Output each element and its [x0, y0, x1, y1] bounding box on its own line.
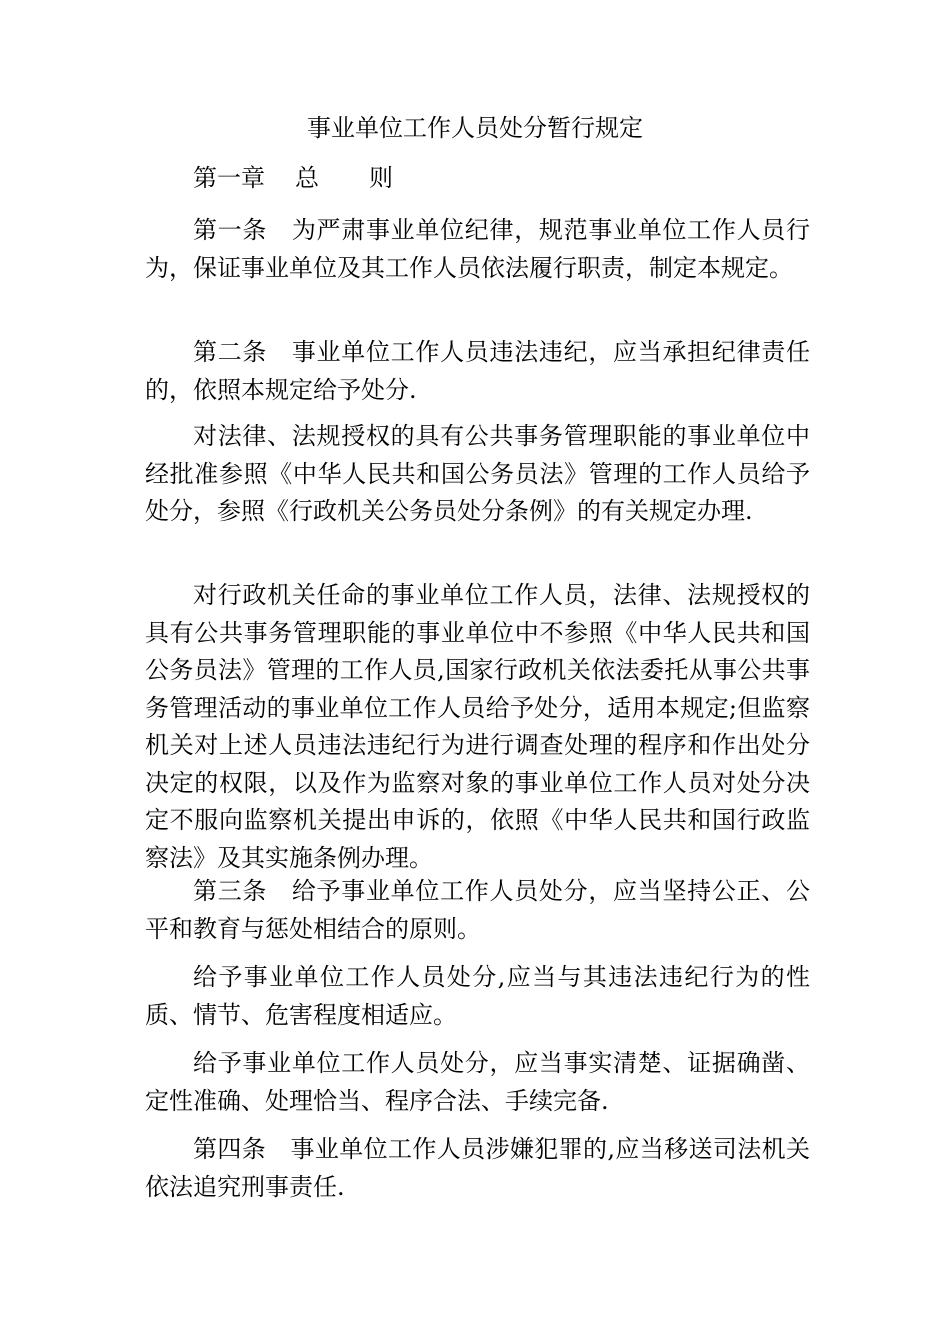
article-3-paragraph [145, 873, 810, 948]
paragraph-text: 给予事业单位工作人员处分,应当与其违法违纪行为的性质、情节、危害程度相适应。 [145, 963, 810, 1029]
chapter-name-part1: 总 [295, 164, 319, 192]
chapter-number: 第一章 [193, 164, 265, 192]
article-4-paragraph [145, 1131, 810, 1206]
paragraph-text: 对法律、法规授权的具有公共事务管理职能的事业单位中经批准参照《中华人民共和国公务员法》管理的工作人员给予处分，参照《行政机关公务员处分条例》的有关规定办理. [145, 422, 810, 525]
paragraph-text: 给予事业单位工作人员处分，应当坚持公正、公平和教育与惩处相结合的原则。 [145, 877, 810, 943]
article-1-paragraph [145, 212, 810, 287]
paragraph-text: 为严肃事业单位纪律，规范事业单位工作人员行为，保证事业单位及其工作人员依法履行职责，制定本规定。 [145, 216, 810, 282]
article-number: 第四条 [193, 1135, 267, 1163]
article-number: 第一条 [193, 216, 268, 244]
article-2-paragraph [145, 334, 810, 409]
document-title: 事业单位工作人员处分暂行规定 [307, 114, 643, 142]
chapter-heading [193, 160, 393, 196]
paragraph-text: 事业单位工作人员涉嫌犯罪的,应当移送司法机关依法追究刑事责任. [145, 1135, 810, 1201]
paragraph-text: 给予事业单位工作人员处分，应当事实清楚、证据确凿、定性准确、处理恰当、程序合法、手续完备. [145, 1049, 810, 1115]
article-number: 第二条 [193, 338, 268, 366]
article-3-clause-3 [145, 1045, 810, 1120]
paragraph-text: 对行政机关任命的事业单位工作人员，法律、法规授权的具有公共事务管理职能的事业单位中不参照《中华人民共和国公务员法》管理的工作人员,国家行政机关依法委托从事公共事务管理活动的事业单位工作人员给予处分，适用本规定;但监察机关对上述人员违法违纪行为进行调查处理的程序和作出处分决定的权限，以及作为监察对象的事业单位工作人员对处分决定不服向监察机关提出申诉的，依照《中华人民共和国行政监察法》及其实施条例办理。 [145, 581, 810, 872]
chapter-name-part2: 则 [369, 164, 393, 192]
paragraph-text: 事业单位工作人员违法违纪，应当承担纪律责任的，依照本规定给予处分. [145, 338, 810, 404]
article-number: 第三条 [193, 877, 268, 905]
article-3-clause-2 [145, 959, 810, 1034]
article-2-clause-2 [145, 418, 810, 531]
article-2-clause-3 [145, 577, 810, 877]
